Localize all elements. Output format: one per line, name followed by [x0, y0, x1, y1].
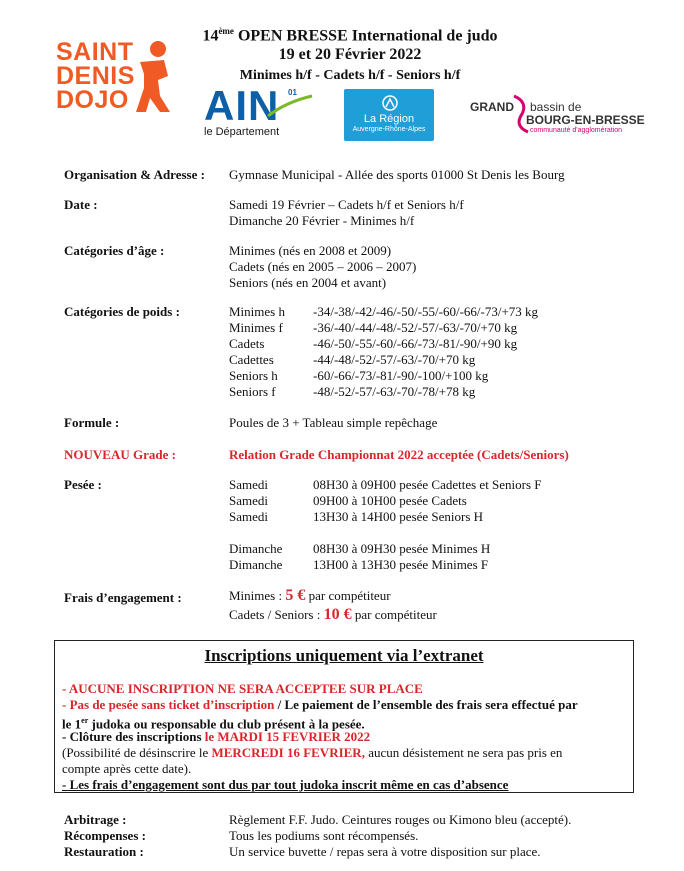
weight-category: Seniors h [229, 368, 278, 383]
recompenses-value: Tous les podiums sont récompensés. [229, 828, 419, 843]
inscriptions-title: Inscriptions uniquement via l’extranet [204, 646, 484, 665]
pesee-day: Samedi [229, 493, 268, 508]
frais-minimes: Minimes : 5 € par compétiteur [229, 587, 391, 604]
date-label: Date : [64, 197, 98, 212]
organisation-value: Gymnase Municipal - Allée des sports 01000 St Denis les Bourg [229, 167, 565, 182]
swoosh-icon [266, 94, 314, 118]
formule-value: Poules de 3 + Tableau simple repêchage [229, 415, 438, 430]
weight-values: -44/-48/-52/-57/-63/-70/+70 kg [313, 352, 476, 367]
weight-values: -34/-38/-42/-46/-50/-55/-60/-66/-73/+73 kg [313, 304, 539, 319]
weight-category: Minimes h [229, 304, 285, 319]
weight-category: Cadets [229, 336, 265, 351]
pesee-day: Samedi [229, 509, 268, 524]
weight-category: Minimes f [229, 320, 283, 335]
box-line: compte après cette date). [62, 761, 192, 776]
age-line: Seniors (nés en 2004 et avant) [229, 275, 387, 290]
age-line: Cadets (nés en 2005 – 2006 – 2007) [229, 259, 417, 274]
formule-label: Formule : [64, 415, 120, 430]
box-line: - AUCUNE INSCRIPTION NE SERA ACCEPTEE SUR PLACE [62, 681, 423, 696]
inscriptions-box [54, 640, 634, 793]
pesee-day: Dimanche [229, 557, 283, 572]
pesee-slot: 08H30 à 09H00 pesée Cadettes et Seniors F [313, 477, 542, 492]
weight-values: -36/-40/-44/-48/-52/-57/-63/-70/+70 kg [313, 320, 518, 335]
frais-cadets-seniors: Cadets / Seniors : 10 € par compétiteur [229, 606, 437, 623]
age-label: Catégories d’âge : [64, 243, 165, 258]
pesee-day: Dimanche [229, 541, 283, 556]
restauration-label: Restauration : [64, 844, 144, 859]
pesee-day: Samedi [229, 477, 268, 492]
event-dates: 19 et 20 Février 2022 [278, 46, 422, 63]
pesee-slot: 08H30 à 09H30 pesée Minimes H [313, 541, 491, 556]
weight-values: -48/-52/-57/-63/-70/-78/+78 kg [313, 384, 476, 399]
pesee-slot: 09H00 à 10H00 pesée Cadets [313, 493, 467, 508]
region-a-icon [382, 95, 398, 111]
weight-values: -46/-50/-55/-60/-66/-73/-81/-90/+90 kg [313, 336, 518, 351]
weight-category: Cadettes [229, 352, 274, 367]
pesee-label: Pesée : [64, 477, 102, 492]
weight-values: -60/-66/-73/-81/-90/-100/+100 kg [313, 368, 489, 383]
box-line: - Clôture des inscriptions le MARDI 15 FEVRIER 2022 [62, 729, 371, 744]
arbitrage-label: Arbitrage : [64, 812, 127, 827]
restauration-value: Un service buvette / repas sera à votre disposition sur place. [229, 844, 541, 859]
event-title: 14ème OPEN BRESSE International de judo [202, 26, 498, 45]
box-line: (Possibilité de désinscrire le MERCREDI 16 FEVRIER, aucun désistement ne sera pas pris en [62, 745, 563, 760]
event-categories: Minimes h/f - Cadets h/f - Seniors h/f [239, 68, 461, 83]
weight-label: Catégories de poids : [64, 304, 180, 319]
arbitrage-value: Règlement F.F. Judo. Ceintures rouges ou Kimono bleu (accepté). [229, 812, 572, 827]
pesee-slot: 13H30 à 14H00 pesée Seniors H [313, 509, 484, 524]
frais-minimes-amount: 5 € [285, 587, 306, 604]
saint-denis-dojo-logo: SAINT DENIS DOJO [56, 38, 176, 118]
date-line: Samedi 19 Février – Cadets h/f et Seniors h/f [229, 197, 464, 212]
pesee-slot: 13H00 à 13H30 pesée Minimes F [313, 557, 489, 572]
region-auvergne-rhone-alpes-logo: La Région Auvergne-Rhône-Alpes [344, 89, 434, 141]
age-line: Minimes (nés en 2008 et 2009) [229, 243, 392, 258]
box-line: - Les frais d’engagement sont dus par tout judoka inscrit même en cas d’absence [62, 777, 509, 792]
ain-departement-logo: AIN 01 le Département [204, 84, 316, 140]
grade-label: NOUVEAU Grade : [64, 447, 176, 462]
box-line: - Pas de pesée sans ticket d’inscription / Le paiement de l’ensemble des frais sera effectué par [62, 697, 578, 712]
frais-cadets-seniors-amount: 10 € [323, 606, 352, 623]
date-line: Dimanche 20 Février - Minimes h/f [229, 213, 415, 228]
grade-value: Relation Grade Championnat 2022 acceptée (Cadets/Seniors) [229, 447, 569, 462]
box-line: le 1er judoka ou responsable du club présent à la pesée. [62, 716, 365, 732]
organisation-label: Organisation & Adresse : [64, 167, 205, 182]
judoka-icon [130, 40, 174, 114]
grand-bassin-bourg-en-bresse-logo: GRAND bassin de BOURG-EN-BRESSE communauté d'agglomération [470, 94, 646, 140]
recompenses-label: Récompenses : [64, 828, 146, 843]
weight-category: Seniors f [229, 384, 276, 399]
frais-label: Frais d’engagement : [64, 590, 182, 605]
